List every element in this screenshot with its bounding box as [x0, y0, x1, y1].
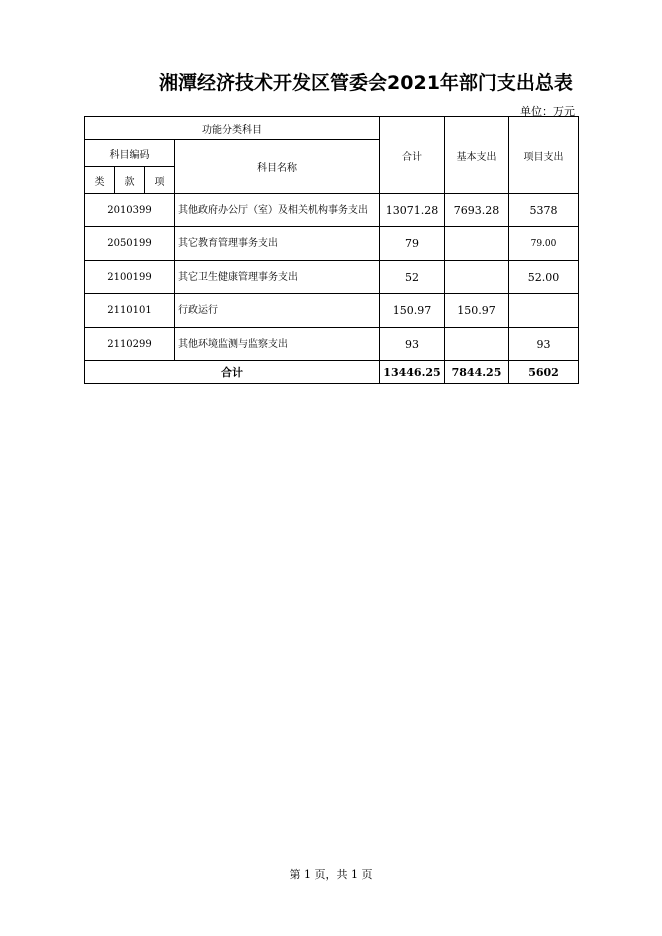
row-total: 52	[380, 261, 445, 294]
basic-header: 基本支出	[445, 117, 509, 194]
functional-category-header: 功能分类科目	[85, 117, 380, 140]
row-basic	[445, 227, 509, 261]
row-name: 行政运行	[175, 294, 380, 328]
lei-header: 类	[85, 167, 115, 194]
page-footer: 第 1 页，共 1 页	[289, 868, 373, 881]
total-sum: 13446.25	[380, 361, 445, 384]
row-code: 2010399	[85, 194, 175, 227]
row-name: 其它卫生健康管理事务支出	[175, 261, 380, 294]
row-total: 93	[380, 328, 445, 361]
row-basic: 150.97	[445, 294, 509, 328]
row-name: 其它教育管理事务支出	[175, 227, 380, 261]
row-basic: 7693.28	[445, 194, 509, 227]
row-project: 5378	[509, 194, 579, 227]
table-row	[85, 261, 579, 294]
row-project: 79.00	[509, 227, 579, 261]
row-code: 2110299	[85, 328, 175, 361]
xiang-header: 项	[145, 167, 175, 194]
expenditure-table	[84, 116, 579, 384]
total-label: 合计	[85, 361, 380, 384]
row-basic	[445, 261, 509, 294]
total-project: 5602	[509, 361, 579, 384]
row-code: 2110101	[85, 294, 175, 328]
table-row	[85, 194, 579, 227]
table-row	[85, 328, 579, 361]
table-row	[85, 227, 579, 261]
row-project: 93	[509, 328, 579, 361]
page-title: 湘潭经济技术开发区管委会2021年部门支出总表	[159, 72, 573, 94]
row-name: 其他政府办公厅（室）及相关机构事务支出	[175, 194, 380, 227]
total-row	[85, 361, 579, 384]
row-total: 13071.28	[380, 194, 445, 227]
row-name: 其他环境监测与监察支出	[175, 328, 380, 361]
total-basic: 7844.25	[445, 361, 509, 384]
unit-label: 单位：万元	[520, 105, 575, 118]
table-row	[85, 294, 579, 328]
project-header: 项目支出	[509, 117, 579, 194]
row-project	[509, 294, 579, 328]
row-total: 79	[380, 227, 445, 261]
row-code: 2100199	[85, 261, 175, 294]
kuan-header: 款	[115, 167, 145, 194]
subject-code-header: 科目编码	[85, 140, 175, 167]
row-project: 52.00	[509, 261, 579, 294]
subject-name-header: 科目名称	[175, 140, 380, 194]
row-total: 150.97	[380, 294, 445, 328]
total-header: 合计	[380, 117, 445, 194]
row-basic	[445, 328, 509, 361]
row-code: 2050199	[85, 227, 175, 261]
